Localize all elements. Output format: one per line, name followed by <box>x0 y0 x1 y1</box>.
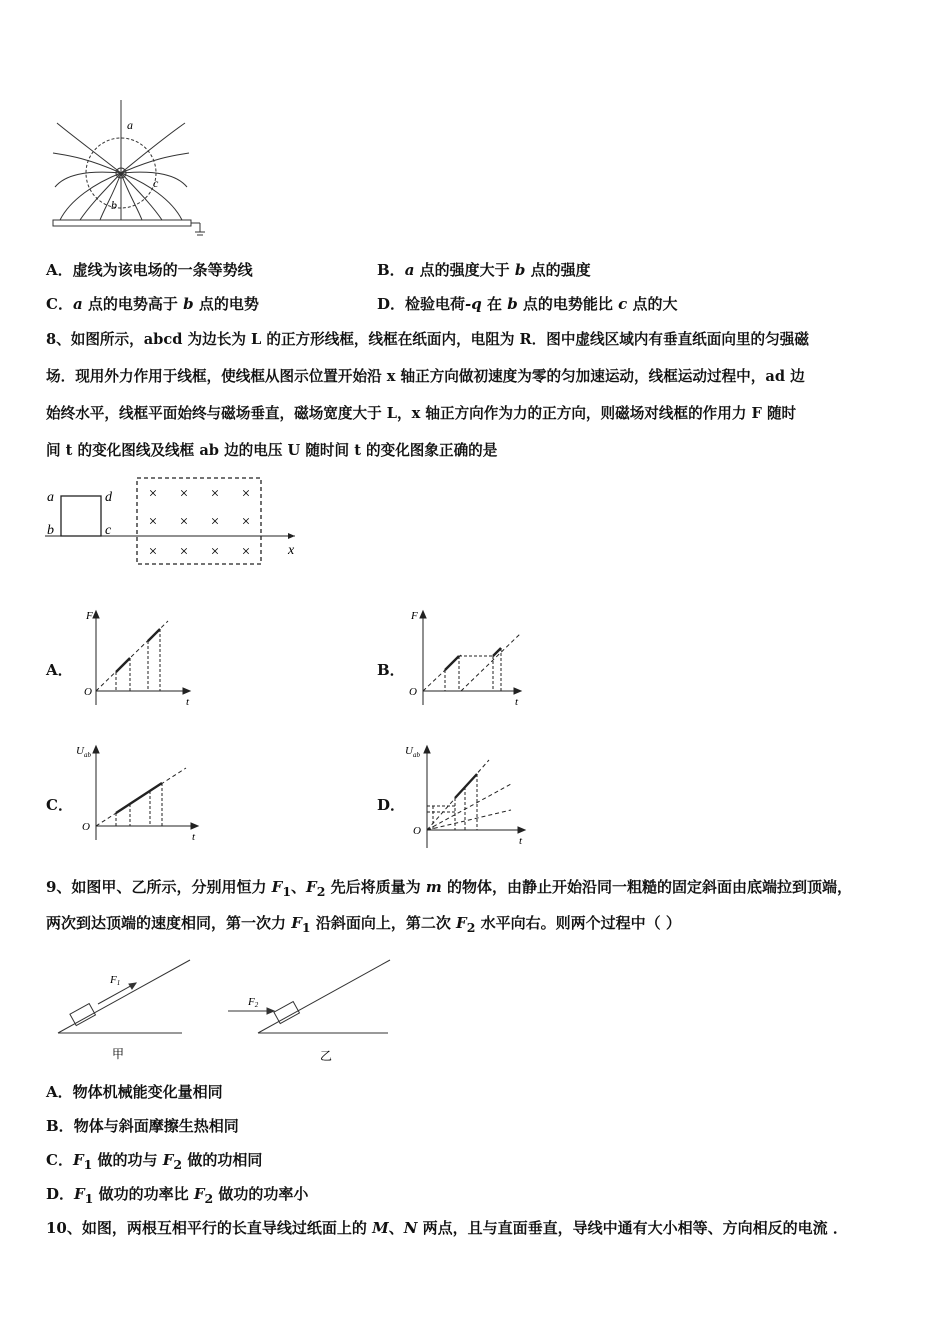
field-cross: × <box>148 544 158 560</box>
svg-text:F: F <box>411 610 418 622</box>
field-cross: × <box>179 486 189 502</box>
q9-incline-figure <box>50 955 395 1065</box>
q8-option-a-letter: A． <box>46 661 73 679</box>
field-cross: × <box>241 514 251 530</box>
field-cross: × <box>210 514 220 530</box>
field-cross: × <box>148 486 158 502</box>
q8-field-crosses <box>149 486 250 560</box>
svg-text:t: t <box>519 835 523 847</box>
q8-option-c-letter: C． <box>46 796 73 814</box>
q9-figure-label-jia: 甲 <box>112 1047 125 1061</box>
q7-label-c: c <box>153 176 159 190</box>
svg-text:F2: F2 <box>248 996 259 1009</box>
q8-label-b: b <box>47 523 54 538</box>
q9-option-a: A．物体机械能变化量相同 <box>46 1083 223 1101</box>
q7-field-figure <box>45 95 220 245</box>
q8-loop-field-figure <box>45 476 305 570</box>
q10-stem: 10、如图，两根互相平行的长直导线过纸面上的 M、N 两点，且与直面垂直，导线中通有大小相等、方向相反的电流 ． <box>46 1219 848 1237</box>
svg-text:F1: F1 <box>110 974 121 987</box>
q8-stem-line-2: 场．现用外力作用于线框，使线框从图示位置开始沿 x 轴正方向做初速度为零的匀加速运动，线框运动过程中，ad 边 <box>46 368 805 385</box>
svg-text:O: O <box>84 686 92 698</box>
q8-graph-b <box>403 605 528 715</box>
q7-option-c: C．a 点的电势高于 b 点的电势 <box>46 295 259 313</box>
q8-stem-line-3: 始终水平，线框平面始终与磁场垂直，磁场宽度大于 L，x 轴正方向作为力的正方向，则磁场对线框的作用力 F 随时 <box>46 405 797 422</box>
q7-label-a: a <box>127 118 133 132</box>
field-cross: × <box>241 486 251 502</box>
q8-graph-c <box>74 740 204 850</box>
q8-label-x: x <box>288 543 295 558</box>
field-cross: × <box>179 544 189 560</box>
q9-option-c: C．$F_1$ 做的功与 $F_2$ 做的功相同 <box>46 1151 263 1172</box>
q7-label-b: b <box>111 198 117 212</box>
field-cross: × <box>210 486 220 502</box>
field-cross: × <box>148 514 158 530</box>
q9-figure-label-yi: 乙 <box>320 1049 333 1063</box>
q8-stem-line-1: 8、如图所示，abcd 为边长为 L 的正方形线框，线框在纸面内，电阻为 R．图中虚线区域内有垂直纸面向里的匀强磁 <box>46 331 809 348</box>
q8-label-a: a <box>47 490 54 505</box>
q8-label-d: d <box>105 490 112 505</box>
field-cross: × <box>210 544 220 560</box>
svg-text:t: t <box>186 696 190 708</box>
field-cross: × <box>241 544 251 560</box>
q8-graph-d <box>401 740 531 855</box>
q8-option-b-letter: B． <box>377 661 405 679</box>
svg-text:O: O <box>82 821 90 833</box>
svg-text:t: t <box>192 831 196 843</box>
q9-stem-line-2: 两次到达顶端的速度相同，第一次力 $F_1$ 沿斜面向上，第二次 $F_2$ 水平向右。则两个过程中（ ） <box>46 914 681 935</box>
svg-text:O: O <box>413 825 421 837</box>
svg-text:t: t <box>515 696 519 708</box>
q8-label-c: c <box>105 523 112 538</box>
q9-option-d: D．$F_1$ 做功的功率比 $F_2$ 做功的功率小 <box>46 1185 309 1206</box>
q9-option-b: B．物体与斜面摩擦生热相同 <box>46 1117 239 1135</box>
q8-option-d-letter: D． <box>377 796 406 814</box>
svg-text:O: O <box>409 686 417 698</box>
field-cross: × <box>179 514 189 530</box>
svg-text:Uab: $U_{ab}$ <box>76 745 91 759</box>
q9-stem-line-1: 9、如图甲、乙所示，分别用恒力 $F_1$、$F_2$ 先后将质量为 m 的物体，由静止开始沿同一粗糙的固定斜面由底端拉到顶端， <box>46 878 852 899</box>
q7-option-a: A．虚线为该电场的一条等势线 <box>46 261 253 279</box>
q8-graph-a <box>78 605 198 715</box>
svg-text:F: F <box>86 610 93 622</box>
q7-option-d: D．检验电荷-q 在 b 点的电势能比 c 点的大 <box>377 295 678 313</box>
q8-stem-line-4: 间 t 的变化图线及线框 ab 边的电压 U 随时间 t 的变化图象正确的是 <box>46 442 498 459</box>
q7-option-b: B．a 点的强度大于 b 点的强度 <box>377 261 591 279</box>
svg-text:Uab: $U_{ab}$ <box>405 745 420 759</box>
